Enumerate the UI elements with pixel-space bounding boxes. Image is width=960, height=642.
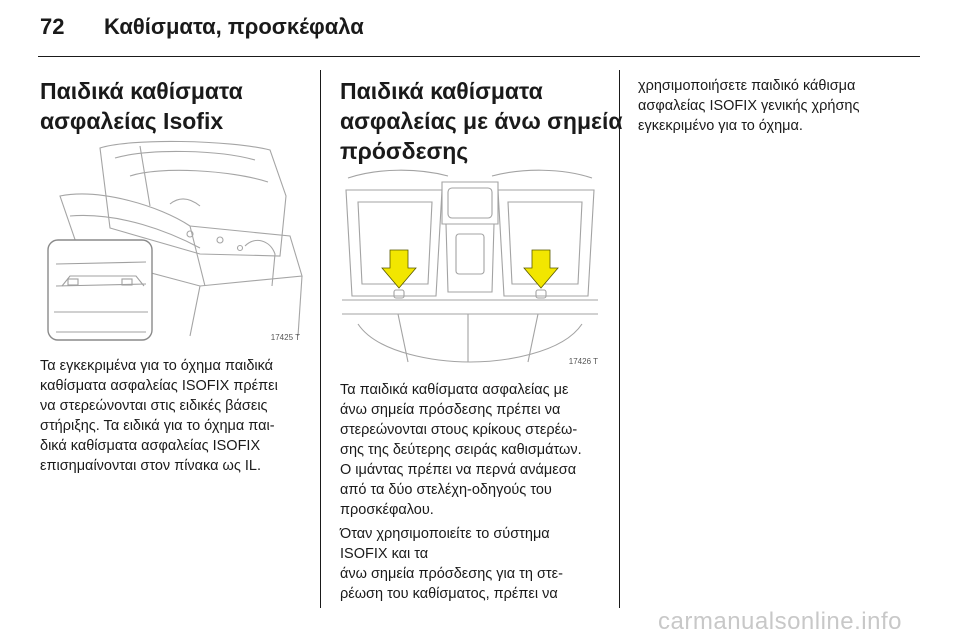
isofix-body-text: Τα εγκεκριμένα για το όχημα παιδικά καθίσματα ασφαλείας ISOFIX πρέπει να στερεώνονται στις ειδικές βάσεις στήριξης. Τα ειδικά για το όχημα παι- δικά καθίσματα ασφαλείας ISOFIX επισημαίνονται στον πίνακα ως IL. [40, 358, 278, 474]
isofix-section-heading: Παιδικά καθίσματα ασφαλείας Isofix [40, 78, 243, 134]
top-tether-body-text: Τα παιδικά καθίσματα ασφαλείας με άνω σημεία πρόσδεσης πρέπει να στερεώνονται στους κρίκους στερέω- σης της δεύτερης σειράς καθισμάτων. Ο ιμάντας πρέπει να περνά ανάμεσα από τα δύο στελέχη-οδηγούς του προσκέφαλου. [340, 382, 582, 518]
isofix-seat-illustration [40, 136, 304, 344]
site-watermark: carmanualsonline.info [658, 608, 902, 635]
chapter-title: Καθίσματα, προσκέφαλα [104, 14, 364, 39]
figure-label: 17426 T [568, 357, 598, 366]
top-tether-illustration [338, 164, 602, 368]
page-number: 72 [40, 14, 65, 39]
header-rule [38, 56, 920, 57]
continued-body-text: χρησιμοποιήσετε παιδικό κάθισμα ασφαλείας ISOFIX γενικής χρήσης εγκεκριμένο για το όχημα. [638, 78, 860, 134]
figure-label: 17425 T [270, 333, 300, 342]
combined-use-body-text: Όταν χρησιμοποιείτε το σύστημα ISOFIX και τα άνω σημεία πρόσδεσης για τη στε- ρέωση του καθίσματος, πρέπει να [340, 526, 563, 602]
page-header [40, 14, 364, 42]
column-divider-1 [320, 70, 321, 608]
top-tether-section-heading: Παιδικά καθίσματα ασφαλείας με άνω σημεία πρόσδεσης [340, 78, 623, 164]
